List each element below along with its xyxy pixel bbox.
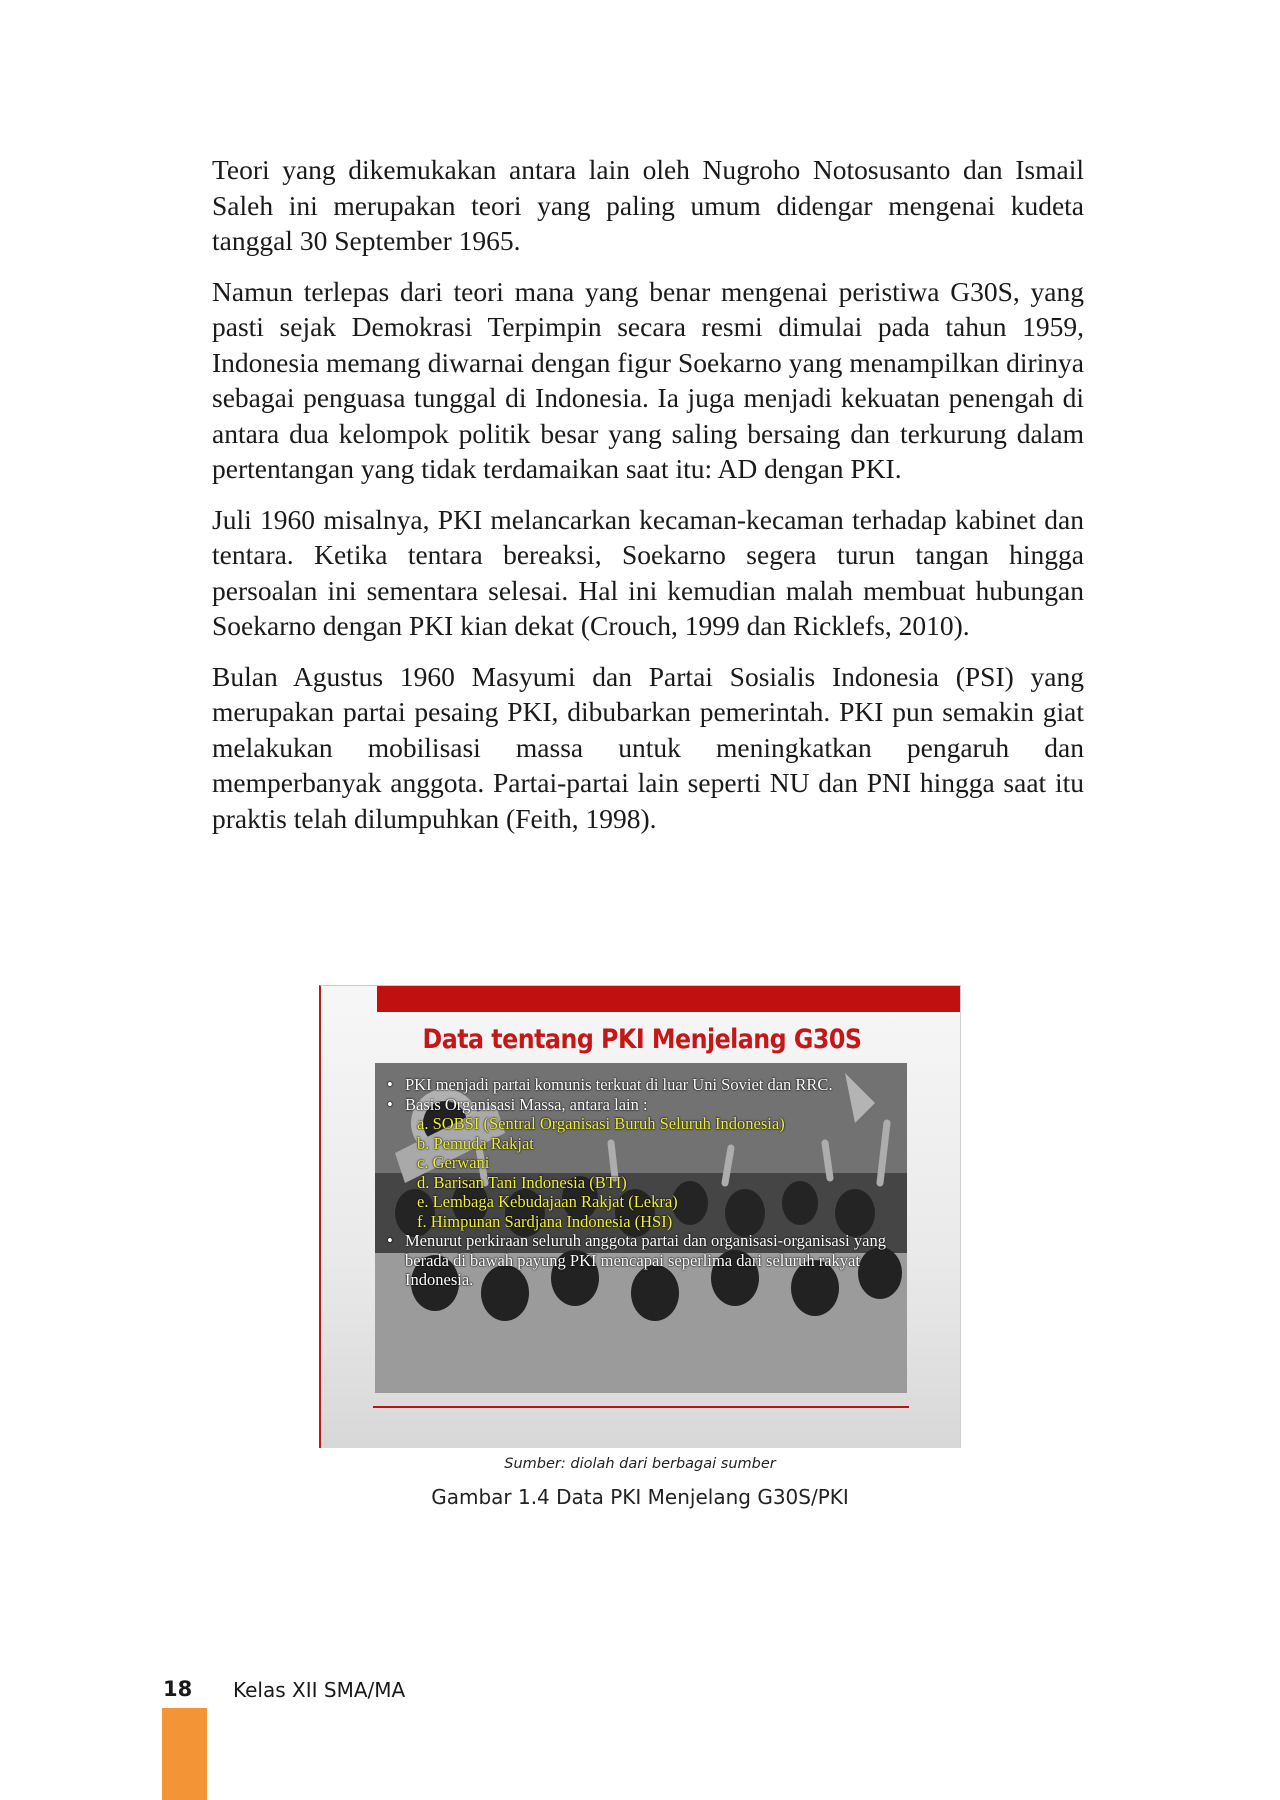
slide-bullet: • Basis Organisasi Massa, antara lain : [387, 1095, 893, 1115]
paragraph: Juli 1960 misalnya, PKI melancarkan kecaman-kecaman terhadap kabinet dan tentara. Ketika tentara bereaksi, Soekarno segera turun tangan hingga persoalan ini sementara selesai. Hal ini kemudian malah membuat hubungan Soekarno dengan PKI kian dekat (Crouch, 1999 dan Ricklefs, 2010). [212, 503, 1084, 641]
figure-caption: Gambar 1.4 Data PKI Menjelang G30S/PKI [431, 1485, 849, 1509]
paragraph: Namun terlepas dari teori mana yang benar mengenai peristiwa G30S, yang pasti sejak Demokrasi Terpimpin secara resmi dimulai pada tahun 1959, Indonesia memang diwarnai dengan figur Soekarno yang menampilkan dirinya sebagai penguasa tunggal di Indonesia. Ia juga menjadi kekuatan penengah di antara dua kelompok politik besar yang saling bersaing dan terkurung dalam pertentangan yang tidak terdamaikan saat itu: AD dengan PKI. [212, 275, 1084, 484]
slide-bullet: • PKI menjadi partai komunis terkuat di luar Uni Soviet dan RRC. [387, 1075, 893, 1095]
paragraph: Bulan Agustus 1960 Masyumi dan Partai Sosialis Indonesia (PSI) yang merupakan partai pesaing PKI, dibubarkan pemerintah. PKI pun semakin giat melakukan mobilisasi massa untuk meningkatkan pengaruh dan memperbanyak anggota. Partai-partai lain seperti NU dan PNI hingga saat itu praktis telah dilumpuhkan (Feith, 1998). [212, 660, 1084, 834]
org-list-item: f. Himpunan Sardjana Indonesia (HSI) [417, 1211, 673, 1231]
paragraph: Teori yang dikemukakan antara lain oleh Nugroho Notosusanto dan Ismail Saleh ini merupakan teori yang paling umum didengar mengenai kudeta tanggal 30 September 1965. [212, 154, 1084, 256]
slide-top-bar [377, 986, 961, 1012]
slide-bullet: • Menurut perkiraan seluruh anggota partai dan organisasi-organisasi yang berada di bawah payung PKI mencapai seperlima dari seluruh rakyat Indonesia. [387, 1231, 893, 1290]
body-text [212, 152, 1084, 851]
org-list-item: a. SOBSI (Sentral Organisasi Buruh Seluruh Indonesia) [417, 1114, 785, 1133]
org-list-item: e. Lembaga Kebudajaan Rakjat (Lekra) [417, 1192, 678, 1211]
org-list-item: d. Barisan Tani Indonesia (BTI) [417, 1172, 627, 1192]
slide-text [375, 1063, 907, 1290]
footer-color-tab [162, 1708, 207, 1800]
org-list-item: c. Gerwani [417, 1153, 490, 1172]
figure-slide [319, 985, 961, 1448]
slide-title: Data tentang PKI Menjelang G30S [422, 1024, 862, 1055]
page-number: 18 [163, 1677, 193, 1701]
slide-bottom-rule [373, 1406, 909, 1408]
figure-source: Sumber: diolah dari berbagai sumber [504, 1456, 776, 1472]
running-footer: Kelas XII SMA/MA [233, 1678, 406, 1702]
org-list-item: b. Pemuda Rakjat [417, 1133, 534, 1153]
